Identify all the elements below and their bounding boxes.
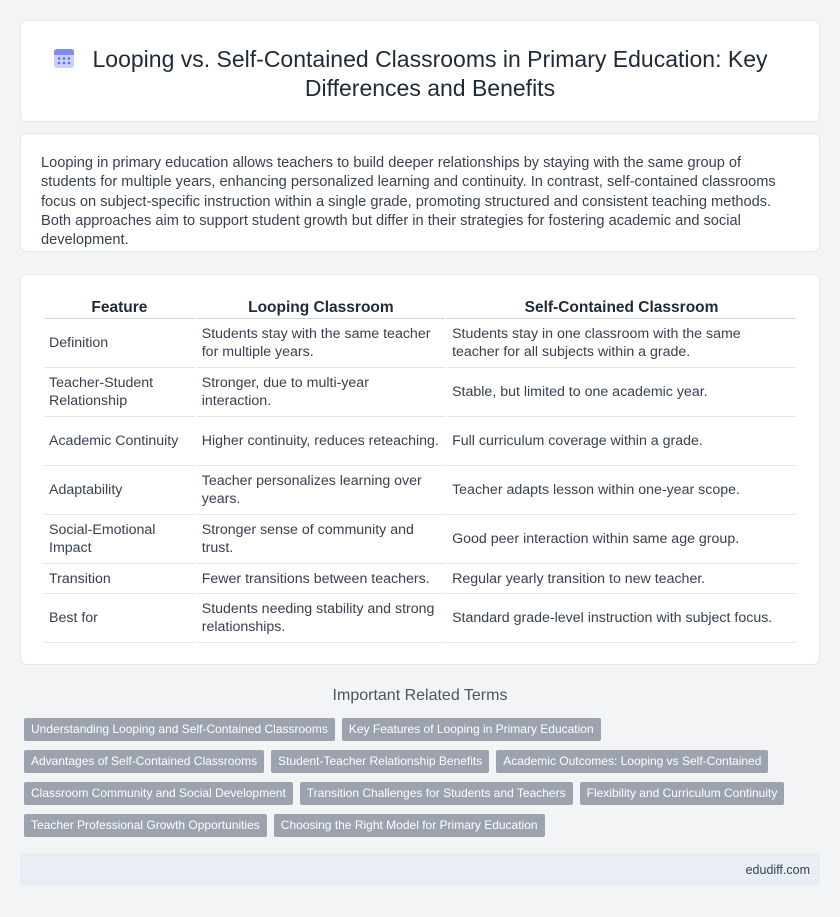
related-term-tag[interactable]: Classroom Community and Social Development bbox=[24, 782, 293, 805]
page-title: Looping vs. Self-Contained Classrooms in Primary Education: Key Differences and Benefits bbox=[92, 46, 768, 101]
table-row bbox=[44, 594, 796, 643]
related-term-tag[interactable]: Choosing the Right Model for Primary Education bbox=[274, 814, 545, 837]
table-row bbox=[44, 319, 796, 368]
cell-looping: Students needing stability and strong relationships. bbox=[197, 594, 445, 643]
cell-self-contained: Standard grade-level instruction with subject focus. bbox=[447, 594, 796, 643]
cell-feature: Transition bbox=[44, 564, 195, 594]
intro-text: Looping in primary education allows teachers to build deeper relationships by staying with the same group of students for multiple years, enhancing personalized learning and continuity. In contrast, self-contained classrooms focus on subject-specific instruction within a single grade, promoting structured and consistent teaching methods. Both approaches aim to support student growth but differ in their strategies for fostering academic and social development. bbox=[41, 155, 776, 249]
related-term-tag[interactable]: Transition Challenges for Students and Teachers bbox=[300, 782, 573, 805]
table-row bbox=[44, 564, 796, 594]
comparison-table-card bbox=[20, 274, 820, 665]
footer-site-link[interactable]: edudiff.com bbox=[745, 863, 810, 877]
cell-looping: Fewer transitions between teachers. bbox=[197, 564, 445, 594]
cell-self-contained: Full curriculum coverage within a grade. bbox=[447, 417, 796, 466]
title-card bbox=[20, 20, 820, 122]
cell-looping: Students stay with the same teacher for multiple years. bbox=[197, 319, 445, 368]
cell-looping: Stronger sense of community and trust. bbox=[197, 515, 445, 564]
table-row bbox=[44, 368, 796, 417]
cell-feature: Social-Emotional Impact bbox=[44, 515, 195, 564]
related-term-tag[interactable]: Understanding Looping and Self-Contained Classrooms bbox=[24, 718, 335, 741]
related-terms-list bbox=[24, 718, 814, 837]
related-terms-title: Important Related Terms bbox=[332, 687, 508, 704]
cell-self-contained: Students stay in one classroom with the same teacher for all subjects within a grade. bbox=[447, 319, 796, 368]
cell-looping: Higher continuity, reduces reteaching. bbox=[197, 417, 445, 466]
cell-self-contained: Stable, but limited to one academic year. bbox=[447, 368, 796, 417]
related-term-tag[interactable]: Flexibility and Curriculum Continuity bbox=[580, 782, 785, 805]
related-term-tag[interactable]: Key Features of Looping in Primary Education bbox=[342, 718, 601, 741]
related-term-tag[interactable]: Student-Teacher Relationship Benefits bbox=[271, 750, 489, 773]
cell-looping: Teacher personalizes learning over years. bbox=[197, 466, 445, 515]
cell-feature: Definition bbox=[44, 319, 195, 368]
header-feature: Feature bbox=[44, 297, 195, 319]
cell-feature: Teacher-Student Relationship bbox=[44, 368, 195, 417]
table-row bbox=[44, 417, 796, 466]
cell-feature: Academic Continuity bbox=[44, 417, 195, 466]
header-looping: Looping Classroom bbox=[197, 297, 445, 319]
cell-self-contained: Good peer interaction within same age group. bbox=[447, 515, 796, 564]
header-self-contained: Self-Contained Classroom bbox=[447, 297, 796, 319]
cell-looping: Stronger, due to multi-year interaction. bbox=[197, 368, 445, 417]
comparison-table bbox=[42, 297, 798, 643]
table-header-row bbox=[44, 297, 796, 319]
footer bbox=[20, 853, 820, 886]
table-row bbox=[44, 466, 796, 515]
related-term-tag[interactable]: Teacher Professional Growth Opportunities bbox=[24, 814, 267, 837]
related-term-tag[interactable]: Advantages of Self-Contained Classrooms bbox=[24, 750, 264, 773]
intro-card bbox=[20, 133, 820, 252]
cell-self-contained: Regular yearly transition to new teacher. bbox=[447, 564, 796, 594]
table-row bbox=[44, 515, 796, 564]
cell-feature: Adaptability bbox=[44, 466, 195, 515]
related-term-tag[interactable]: Academic Outcomes: Looping vs Self-Contained bbox=[496, 750, 768, 773]
cell-self-contained: Teacher adapts lesson within one-year scope. bbox=[447, 466, 796, 515]
cell-feature: Best for bbox=[44, 594, 195, 643]
